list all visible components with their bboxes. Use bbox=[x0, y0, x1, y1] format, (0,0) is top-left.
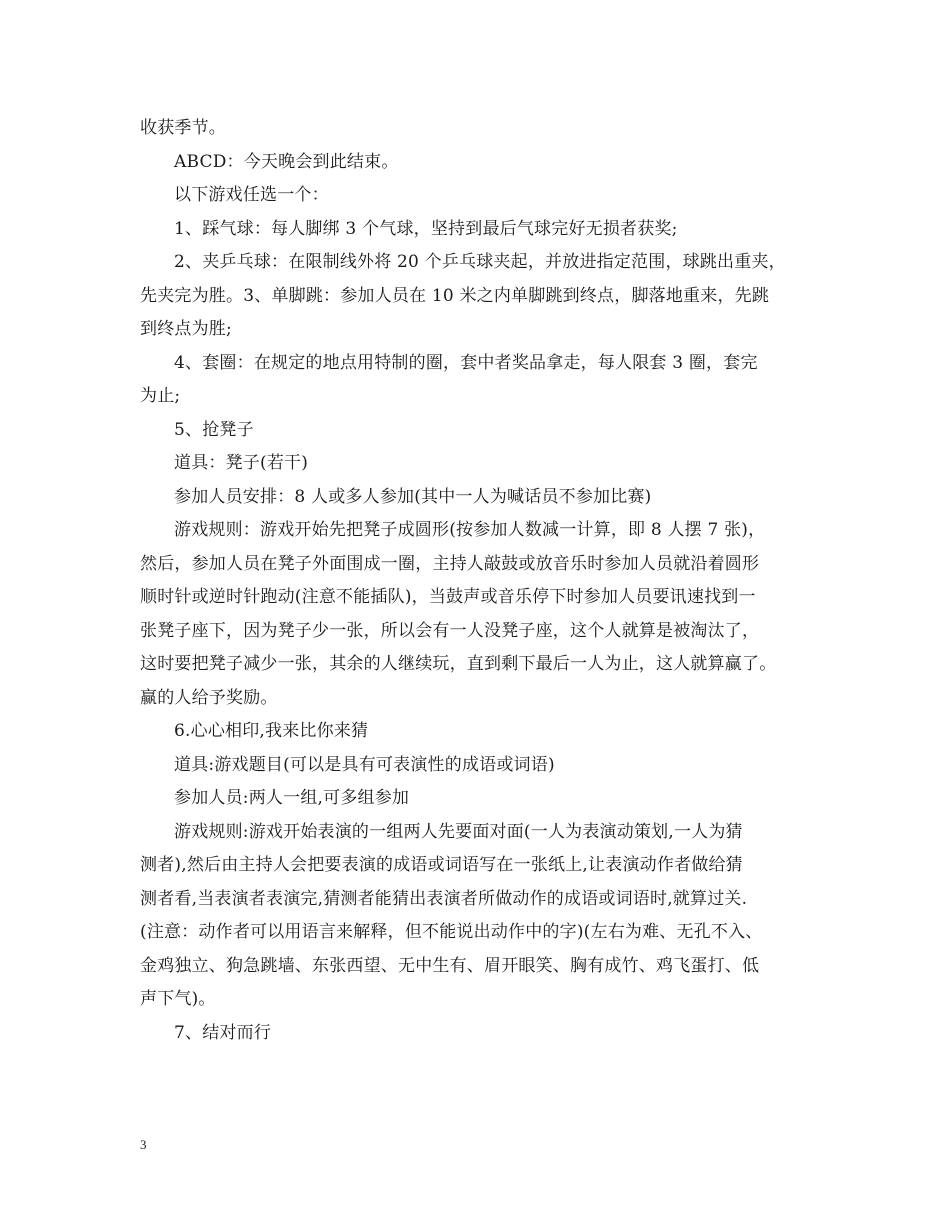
text-line: ABCD：今天晚会到此结束。 bbox=[174, 151, 399, 172]
text-line: 以下游戏任选一个： bbox=[174, 185, 329, 205]
text-line: 测者),然后由主持人会把要表演的成语或词语写在一张纸上,让表演动作者做给猜 bbox=[140, 855, 743, 875]
text-line: 参加人员安排：8 人或多人参加(其中一人为喊话员不参加比赛) bbox=[174, 486, 652, 507]
text-line: 7、结对而行 bbox=[174, 1022, 272, 1043]
text-line: 1、踩气球：每人脚绑 3 个气球，坚持到最后气球完好无损者获奖; bbox=[174, 218, 678, 239]
text-line: 赢的人给予奖励。 bbox=[140, 687, 278, 708]
text-line: 道具:游戏题目(可以是具有可表演性的成语或词语) bbox=[174, 754, 555, 775]
text-line: 5、抢凳子 bbox=[174, 419, 254, 440]
text-line: 为止; bbox=[140, 386, 181, 406]
text-line: 张凳子座下，因为凳子少一张，所以会有一人没凳子座，这个人就算是被淘汰了， bbox=[140, 620, 760, 641]
text-line: 测者看,当表演者表演完,猜测者能猜出表演者所做动作的成语或词语时,就算过关. bbox=[140, 888, 748, 909]
page-number: 3 bbox=[140, 1137, 147, 1152]
text-line: 这时要把凳子减少一张，其余的人继续玩，直到剩下最后一人为止，这人就算赢了。 bbox=[140, 654, 777, 674]
text-line: 2、夹乒乓球：在限制线外将 20 个乒乓球夹起，并放进指定范围，球跳出重夹， bbox=[174, 252, 786, 272]
text-line: (注意：动作者可以用语言来解释，但不能说出动作中的字)(左右为难、无孔不入、 bbox=[140, 922, 763, 942]
text-line: 先夹完为胜。3、单脚跳：参加人员在 10 米之内单脚跳到终点，脚落地重来，先跳 bbox=[140, 285, 770, 306]
document-body bbox=[140, 112, 820, 1050]
text-line: 顺时针或逆时针跑动(注意不能插队)，当鼓声或音乐停下时参加人员要讯速找到一 bbox=[140, 587, 756, 607]
text-line: 到终点为胜; bbox=[140, 319, 232, 339]
text-line: 游戏规则:游戏开始表演的一组两人先要面对面(一人为表演动策划,一人为猜 bbox=[174, 821, 743, 842]
text-line: 金鸡独立、狗急跳墙、东张西望、无中生有、眉开眼笑、胸有成竹、鸡飞蛋打、低 bbox=[140, 955, 760, 976]
text-line: 参加人员:两人一组,可多组参加 bbox=[174, 788, 410, 808]
text-line: 然后，参加人员在凳子外面围成一圈，主持人敲鼓或放音乐时参加人员就沿着圆形 bbox=[140, 553, 760, 574]
text-line: 游戏规则：游戏开始先把凳子成圆形(按参加人数减一计算，即 8 人摆 7 张)， bbox=[174, 520, 766, 540]
text-line: 道具：凳子(若干) bbox=[174, 453, 309, 473]
text-line: 4、套圈：在规定的地点用特制的圈，套中者奖品拿走，每人限套 3 圈，套完 bbox=[174, 352, 758, 373]
text-line: 收获季节。 bbox=[140, 118, 226, 138]
text-line: 6.心心相印,我来比你来猜 bbox=[174, 721, 369, 741]
text-line: 声下气)。 bbox=[140, 989, 216, 1009]
